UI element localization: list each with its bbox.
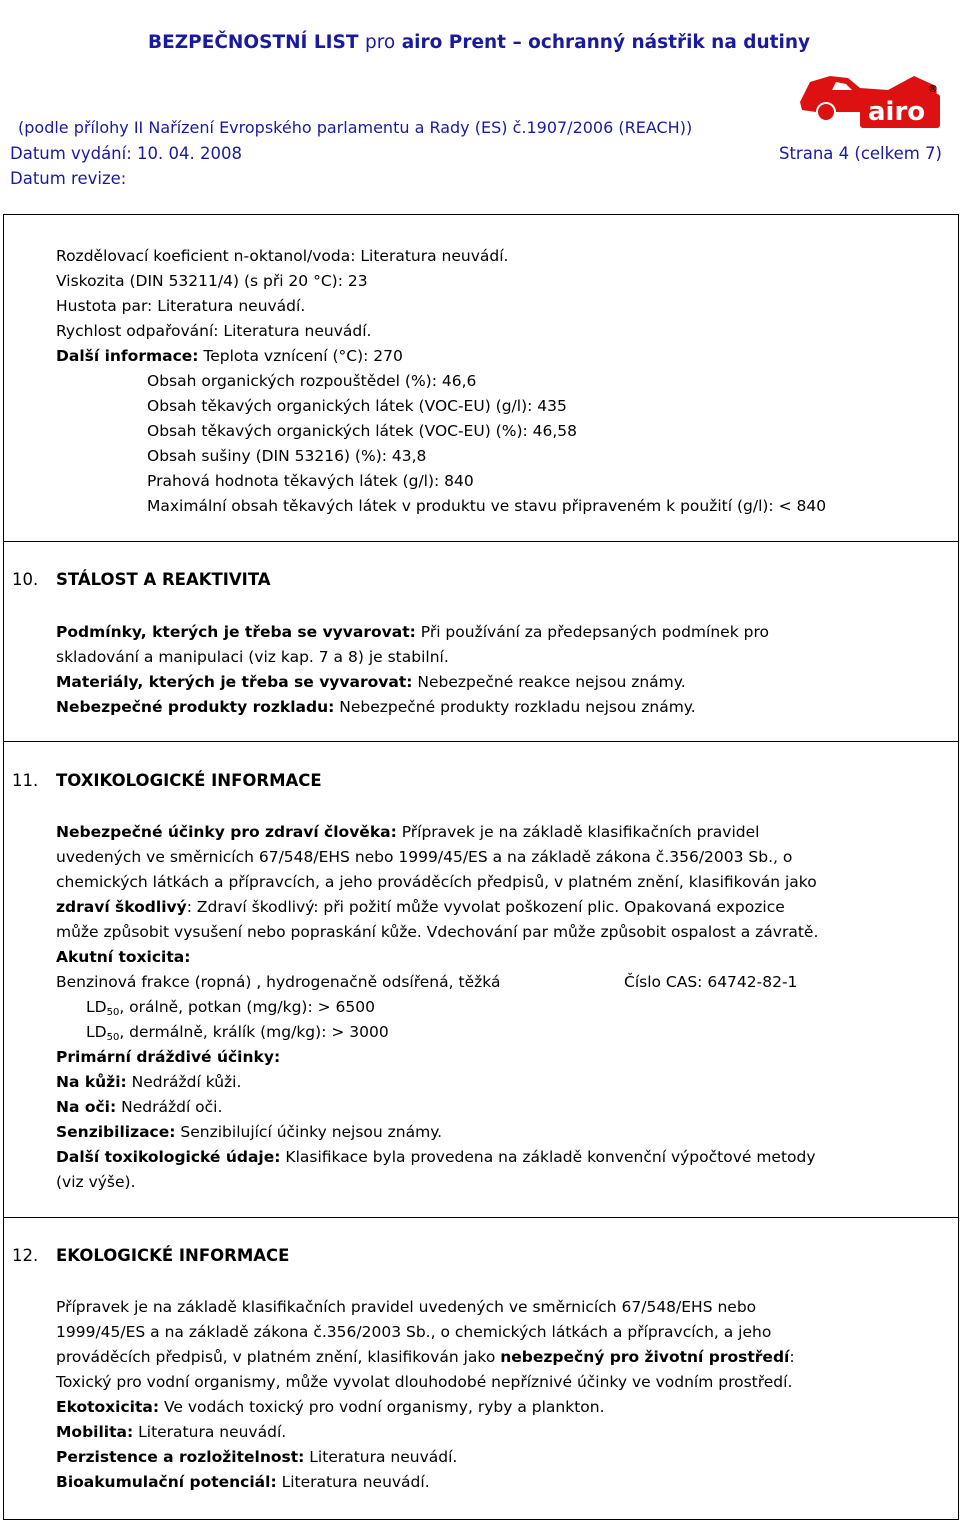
eye-text: Nedráždí oči. <box>121 1098 223 1116</box>
health-effects <box>56 822 759 842</box>
materials-to-avoid <box>56 672 686 692</box>
svg-text:airo: airo <box>868 97 926 127</box>
title-pro: pro <box>364 32 396 53</box>
title-main: BEZPEČNOSTNÍ LIST <box>148 32 359 53</box>
sensitization <box>56 1122 442 1142</box>
other-info-label: Další informace: <box>56 347 199 365</box>
regulation-subtitle: (podle přílohy II Nařízení Evropského parlamentu a Rady (ES) č.1907/2006 (REACH)) <box>18 118 693 137</box>
ld-oral-text: , orálně, potkan (mg/kg): > 6500 <box>119 998 375 1016</box>
section-10-number: 10. <box>12 570 39 589</box>
mobility <box>56 1422 286 1442</box>
eco-classification-text: prováděcích předpisů, v platném znění, klasifikován jako <box>56 1348 501 1366</box>
health-effects-line-5: může způsobit vysušení nebo popraskání kůže. Vdechování par může způsobit ospalost a závratě. <box>56 923 819 941</box>
ignition-temperature: Teplota vznícení (°C): 270 <box>203 347 403 365</box>
ld50-dermal <box>86 1022 389 1048</box>
section-11-box <box>3 741 959 1218</box>
health-effects-line-3: chemických látkách a přípravcích, a jeho prováděcích předpisů, v platném znění, klasifikován jako <box>56 873 817 891</box>
mobility-label: Mobilita: <box>56 1423 134 1441</box>
section-12-box <box>3 1217 959 1520</box>
other-toxicology-text: Klasifikace byla provedena na základě konvenční výpočtové metody <box>285 1148 816 1166</box>
cas-number: Číslo CAS: 64742-82-1 <box>624 973 798 991</box>
skin-text: Nedráždí kůži. <box>131 1073 242 1091</box>
conditions-label: Podmínky, kterých je třeba se vyvarovat: <box>56 623 416 641</box>
ecotoxicity-text: Ve vodách toxický pro vodní organismy, ryby a plankton. <box>164 1398 605 1416</box>
primary-irritant-label: Primární dráždivé účinky: <box>56 1048 281 1066</box>
revision-date: Datum revize: <box>10 169 127 188</box>
eye-label: Na oči: <box>56 1098 117 1116</box>
ld-prefix: LD <box>86 998 107 1016</box>
ecotoxicity <box>56 1397 605 1417</box>
section-10-box <box>3 541 959 742</box>
section-11-number: 11. <box>12 771 39 790</box>
voc-max: Maximální obsah těkavých látek v produktu ve stavu připraveném k použití (g/l): < 840 <box>147 497 827 515</box>
persistence <box>56 1447 457 1467</box>
voc-percent: Obsah těkavých organických látek (VOC-EU) (%): 46,58 <box>147 422 578 440</box>
materials-text: Nebezpečné reakce nejsou známy. <box>417 673 686 691</box>
health-effects-label: Nebezpečné účinky pro zdraví člověka: <box>56 823 397 841</box>
section-9-box <box>3 214 959 542</box>
ecotoxicity-label: Ekotoxicita: <box>56 1398 160 1416</box>
page-number: Strana 4 (celkem 7) <box>778 144 942 163</box>
ld50-oral <box>86 997 375 1023</box>
bioaccumulation-label: Bioakumulační potenciál: <box>56 1473 277 1491</box>
decomposition-products <box>56 697 696 717</box>
section-10-title: STÁLOST A REAKTIVITA <box>56 570 271 589</box>
ld-prefix: LD <box>86 1023 107 1041</box>
bioaccumulation-text: Literatura neuvádí. <box>281 1473 430 1491</box>
title-product: airo Prent – ochranný nástřik na dutiny <box>401 32 811 53</box>
vapour-density: Hustota par: Literatura neuvádí. <box>56 297 306 315</box>
decomposition-text: Nebezpečné produkty rozkladu nejsou známy. <box>339 698 696 716</box>
conditions-text: Při používání za předepsaných podmínek pro <box>420 623 769 641</box>
materials-label: Materiály, kterých je třeba se vyvarovat: <box>56 673 413 691</box>
other-toxicology <box>56 1147 816 1167</box>
dry-matter: Obsah sušiny (DIN 53216) (%): 43,8 <box>147 447 427 465</box>
decomposition-label: Nebezpečné produkty rozkladu: <box>56 698 335 716</box>
eye-effects <box>56 1097 222 1117</box>
ld-sub: 50 <box>106 1007 120 1018</box>
health-effects-line-4 <box>56 897 785 917</box>
eco-paragraph-line-1: Přípravek je na základě klasifikačních pravidel uvedených ve směrnicích 67/548/EHS nebo <box>56 1298 757 1316</box>
bioaccumulation <box>56 1472 430 1492</box>
other-toxicology-label: Další toxikologické údaje: <box>56 1148 281 1166</box>
ld-sub: 50 <box>106 1032 120 1043</box>
document-title <box>148 32 810 53</box>
harmful-text: : Zdraví škodlivý: při požití může vyvolat poškození plic. Opakovaná expozice <box>186 898 785 916</box>
issue-date: Datum vydání: 10. 04. 2008 <box>10 144 242 163</box>
section-11-title: TOXIKOLOGICKÉ INFORMACE <box>56 771 322 790</box>
airo-logo <box>796 62 946 134</box>
section-12-number: 12. <box>12 1246 39 1265</box>
sensitization-text: Senzibilující účinky nejsou známy. <box>180 1123 443 1141</box>
conditions-to-avoid <box>56 622 769 642</box>
acute-toxicity-label: Akutní toxicita: <box>56 948 191 966</box>
eco-paragraph-line-2: 1999/45/ES a na základě zákona č.356/2003 Sb., o chemických látkách a přípravcích, a jeho <box>56 1323 772 1341</box>
harmful-label: zdraví škodlivý <box>56 898 187 916</box>
substance-name: Benzinová frakce (ropná) , hydrogenačně odsířená, těžká <box>56 973 501 991</box>
eco-classification: nebezpečný pro životní prostředí <box>500 1348 790 1366</box>
health-effects-line-2: uvedených ve směrnicích 67/548/EHS nebo 1999/45/ES a na základě zákona č.356/2003 Sb., o <box>56 848 793 866</box>
conditions-text-2: skladování a manipulaci (viz kap. 7 a 8) je stabilní. <box>56 648 449 666</box>
skin-effects <box>56 1072 241 1092</box>
viscosity: Viskozita (DIN 53211/4) (s při 20 °C): 23 <box>56 272 368 290</box>
health-effects-text: Přípravek je na základě klasifikačních pravidel <box>401 823 760 841</box>
other-info <box>56 346 403 366</box>
persistence-label: Perzistence a rozložitelnost: <box>56 1448 305 1466</box>
voc-gl: Obsah těkavých organických látek (VOC-EU) (g/l): 435 <box>147 397 567 415</box>
other-toxicology-text-2: (viz výše). <box>56 1173 136 1191</box>
ld-dermal-text: , dermálně, králík (mg/kg): > 3000 <box>119 1023 389 1041</box>
sensitization-label: Senzibilizace: <box>56 1123 176 1141</box>
eco-colon: : <box>789 1348 795 1366</box>
voc-threshold: Prahová hodnota těkavých látek (g/l): 840 <box>147 472 474 490</box>
organic-solvents: Obsah organických rozpouštědel (%): 46,6 <box>147 372 477 390</box>
svg-text:®: ® <box>928 84 938 95</box>
eco-paragraph-line-3 <box>56 1347 795 1367</box>
eco-paragraph-line-4: Toxický pro vodní organismy, může vyvolat dlouhodobé nepříznivé účinky ve vodním prostředí. <box>56 1373 793 1391</box>
skin-label: Na kůži: <box>56 1073 127 1091</box>
mobility-text: Literatura neuvádí. <box>138 1423 287 1441</box>
partition-coefficient: Rozdělovací koeficient n-oktanol/voda: Literatura neuvádí. <box>56 247 509 265</box>
persistence-text: Literatura neuvádí. <box>309 1448 458 1466</box>
evaporation-rate: Rychlost odpařování: Literatura neuvádí. <box>56 322 372 340</box>
section-12-title: EKOLOGICKÉ INFORMACE <box>56 1246 290 1265</box>
